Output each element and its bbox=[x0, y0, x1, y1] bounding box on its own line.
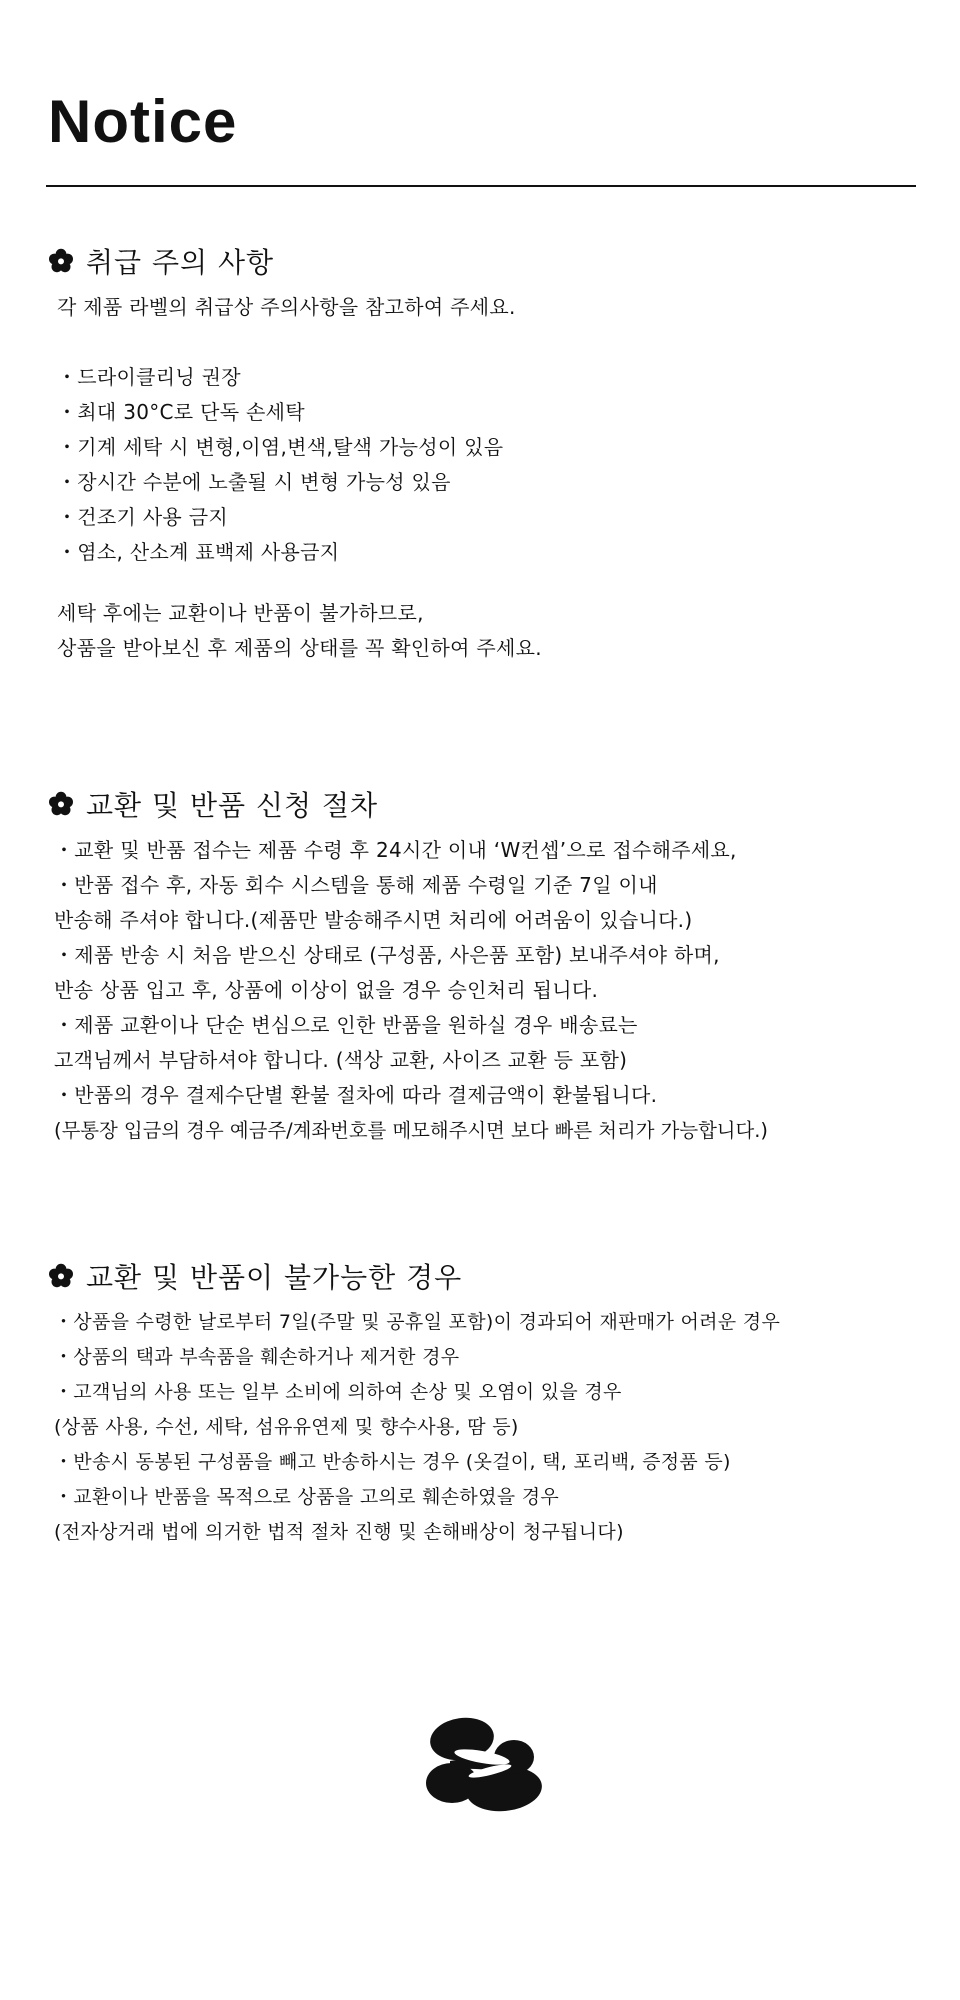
procedure-line: 반송해 주셔야 합니다.(제품만 발송해주시면 처리에 어려움이 있습니다.) bbox=[54, 908, 693, 932]
procedure-line: 반송 상품 입고 후, 상품에 이상이 없을 경우 승인처리 됩니다. bbox=[54, 978, 599, 1002]
page-title: Notice bbox=[48, 88, 238, 155]
restrictions-line: ・고객님의 사용 또는 일부 소비에 의하여 손상 및 오염이 있을 경우 bbox=[54, 1381, 622, 1403]
care-intro: 각 제품 라벨의 취급상 주의사항을 참고하여 주세요. bbox=[57, 295, 516, 319]
procedure-line: (무통장 입금의 경우 예금주/계좌번호를 메모해주시면 보다 빠른 처리가 가능합니다.) bbox=[54, 1119, 769, 1142]
procedure-line: ・반품 접수 후, 자동 회수 시스템을 통해 제품 수령일 기준 7일 이내 bbox=[54, 873, 658, 897]
restrictions-section bbox=[48, 1256, 948, 1550]
flower-icon bbox=[48, 248, 74, 274]
care-item: ・최대 30°C로 단독 손세탁 bbox=[57, 400, 305, 424]
brand-logo bbox=[420, 1717, 546, 1813]
restrictions-heading bbox=[48, 1256, 948, 1296]
procedure-heading-label: 교환 및 반품 신청 절차 bbox=[86, 789, 379, 822]
procedure-line: ・제품 반송 시 처음 받으신 상태로 (구성품, 사은품 포함) 보내주셔야 하며, bbox=[54, 943, 720, 967]
flower-icon bbox=[48, 1263, 74, 1289]
procedure-line: ・반품의 경우 결제수단별 환불 절차에 따라 결제금액이 환불됩니다. bbox=[54, 1083, 658, 1107]
procedure-line: ・교환 및 반품 접수는 제품 수령 후 24시간 이내 ‘W컨셉’으로 접수해주세요, bbox=[54, 838, 737, 862]
title-divider bbox=[46, 185, 916, 187]
procedure-heading bbox=[48, 784, 948, 824]
care-section bbox=[48, 241, 948, 666]
restrictions-line: ・상품의 택과 부속품을 훼손하거나 제거한 경우 bbox=[54, 1346, 460, 1368]
care-item: ・드라이클리닝 권장 bbox=[57, 365, 241, 389]
flower-icon bbox=[48, 791, 74, 817]
care-item: ・염소, 산소계 표백제 사용금지 bbox=[57, 540, 340, 564]
procedure-section bbox=[48, 784, 948, 1148]
restrictions-line: (전자상거래 법에 의거한 법적 절차 진행 및 손해배상이 청구됩니다) bbox=[54, 1521, 624, 1543]
restrictions-line: ・상품을 수령한 날로부터 7일(주말 및 공휴일 포함)이 경과되어 재판매가 어려운 경우 bbox=[54, 1311, 781, 1333]
care-item: ・기계 세탁 시 변형,이염,변색,탈색 가능성이 있음 bbox=[57, 435, 504, 459]
care-item: ・건조기 사용 금지 bbox=[57, 505, 228, 529]
care-heading bbox=[48, 241, 948, 281]
procedure-line: 고객님께서 부담하셔야 합니다. (색상 교환, 사이즈 교환 등 포함) bbox=[54, 1048, 628, 1072]
restrictions-line: (상품 사용, 수선, 세탁, 섬유유연제 및 향수사용, 땀 등) bbox=[54, 1416, 519, 1438]
restrictions-line: ・반송시 동봉된 구성품을 빼고 반송하시는 경우 (옷걸이, 택, 포리백, 증정품 등) bbox=[54, 1451, 731, 1473]
restrictions-line: ・교환이나 반품을 목적으로 상품을 고의로 훼손하였을 경우 bbox=[54, 1486, 560, 1508]
procedure-line: ・제품 교환이나 단순 변심으로 인한 반품을 원하실 경우 배송료는 bbox=[54, 1013, 638, 1037]
care-item: ・장시간 수분에 노출될 시 변형 가능성 있음 bbox=[57, 470, 451, 494]
care-outro: 상품을 받아보신 후 제품의 상태를 꼭 확인하여 주세요. bbox=[57, 636, 542, 660]
restrictions-heading-label: 교환 및 반품이 불가능한 경우 bbox=[86, 1261, 463, 1294]
care-heading-label: 취급 주의 사항 bbox=[86, 246, 275, 279]
care-outro: 세탁 후에는 교환이나 반품이 불가하므로, bbox=[57, 601, 424, 625]
